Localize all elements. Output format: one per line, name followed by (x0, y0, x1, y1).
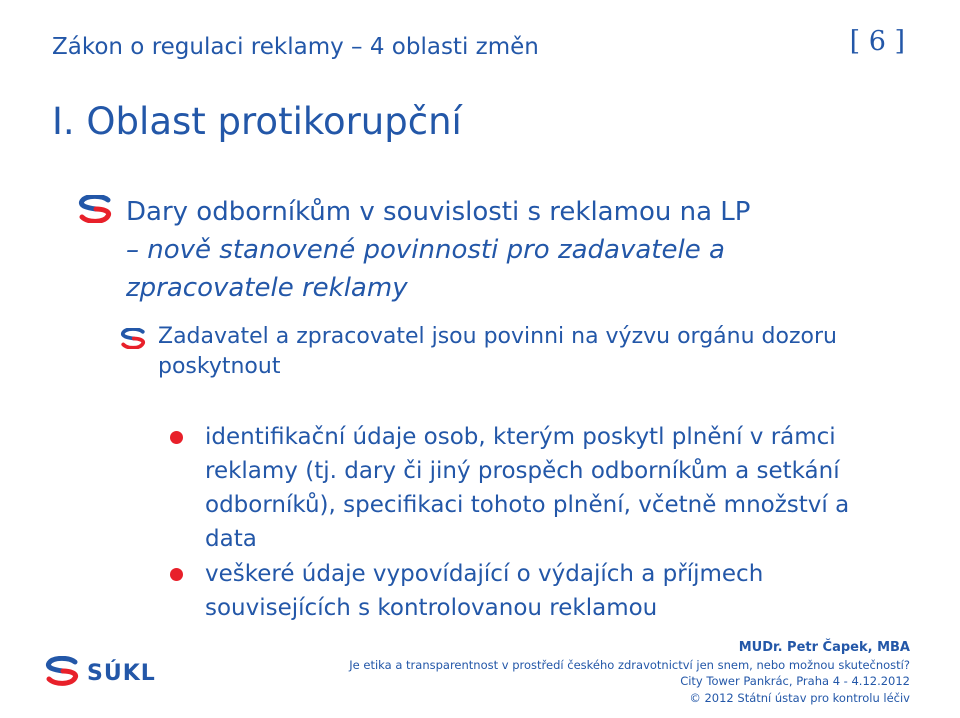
page-number: [ 6 ] (849, 26, 905, 57)
bullet-text: identifikační údaje osob, kterým poskytl plnění v rámci reklamy (tj. dary či jiný prospěch odborníkům a setkání odborníků), specifikaci tohoto plnění, včetně množství a data (205, 424, 850, 552)
sukl-logo-mark-icon (45, 656, 79, 690)
footer-info (349, 640, 910, 706)
level2-text: Zadavatel a zpracovatel jsou povinni na výzvu orgánu dozoru poskytnout (158, 324, 837, 379)
red-dot-bullet-icon (170, 568, 183, 581)
bullet-item (170, 557, 870, 625)
footer-author: MUDr. Petr Čapek, MBA (738, 640, 910, 655)
level1-text (126, 193, 898, 307)
red-dot-bullet-icon (170, 431, 183, 444)
footer-line1: Je etika a transparentnost v prostředí českého zdravotnictví jen snem, nebo možnou skutečností? (349, 657, 910, 672)
level1-text-plain: Dary odborníkům v souvislosti s reklamou na LP (126, 197, 751, 227)
footer-line3: © 2012 Státní ústav pro kontrolu léčiv (689, 690, 910, 705)
sukl-swirl-bullet-icon (120, 328, 146, 353)
level1-item (78, 193, 898, 307)
footer-line2: City Tower Pankrác, Praha 4 - 4.12.2012 (680, 674, 910, 688)
header-title: Zákon o regulaci reklamy – 4 oblasti změn (52, 34, 539, 60)
sukl-swirl-bullet-icon (78, 195, 112, 227)
level1-text-italic: – nově stanovené povinnosti pro zadavatele a zpracovatele reklamy (126, 235, 725, 303)
sukl-logo-text: SÚKL (87, 660, 156, 686)
level2-item (120, 322, 890, 382)
bullet-item (170, 420, 870, 556)
sukl-logo (45, 656, 156, 690)
bullet-text: veškeré údaje vypovídající o výdajích a příjmech souvisejících s kontrolovanou reklamou (205, 561, 764, 621)
main-title: I. Oblast protikorupční (52, 100, 462, 143)
